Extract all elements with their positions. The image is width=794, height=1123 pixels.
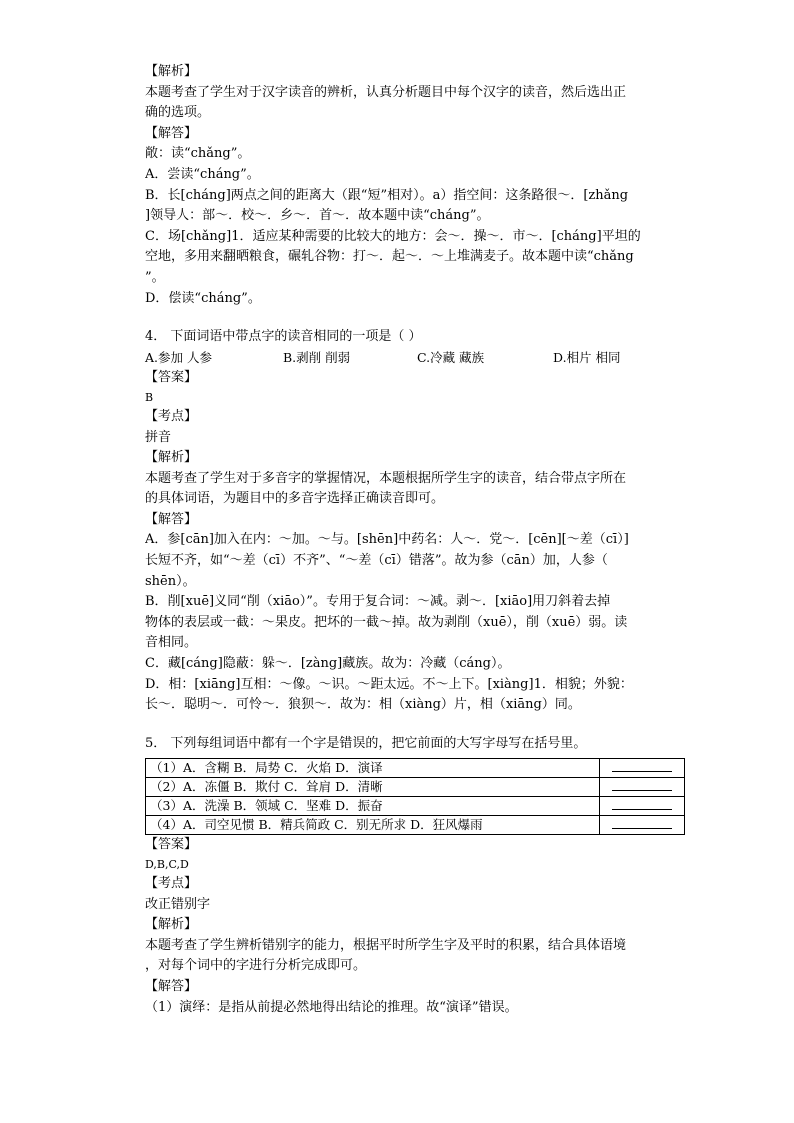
answer-blank[interactable] — [600, 797, 685, 816]
table-row — [146, 759, 685, 778]
answer-blank[interactable] — [600, 816, 685, 835]
analysis-line: ，对每个词中的字进行分析完成即可。 — [145, 958, 367, 974]
analysis-line: 本题考查了学生对于多音字的掌握情况，本题根据所学生字的读音，结合带点字所在 — [145, 470, 627, 486]
solution-line: D．偿读“cháng”。 — [145, 290, 261, 306]
solution-line: D．相：[xiāng]互相：～像。～识。～距太远。不～上下。[xiàng]1．相貌；外貌： — [145, 676, 633, 692]
table-row — [146, 797, 685, 816]
section-heading-analysis: 【解析】 — [145, 450, 198, 466]
solution-line: 物体的表层或一截：～果皮。把坏的一截～掉。故为剥削（xuē），削（xuē）弱。读 — [145, 614, 628, 630]
solution-line: shēn）。 — [145, 573, 196, 589]
solution-line: ]领导人：部～．校～．乡～．首～．故本题中读“cháng”。 — [145, 208, 490, 224]
question-5: 5． 下列每组词语中都有一个字是错误的，把它前面的大写字母写在括号里。 — [145, 735, 587, 751]
topic-value: 改正错别字 — [145, 896, 211, 912]
document-page — [145, 62, 685, 1018]
section-heading-solution: 【解答】 — [145, 978, 198, 994]
question-5-table — [145, 758, 685, 835]
section-heading-topic: 【考点】 — [145, 876, 198, 891]
solution-line: 空地，多用来翻晒粮食，碾轧谷物：打～．起～．～上堆满麦子。故本题中读“chǎng — [145, 249, 634, 265]
analysis-line: 本题考查了学生对于汉字读音的辨析，认真分析题目中每个汉字的读音，然后选出正 — [145, 84, 627, 100]
option-b: B.剥削 削弱 — [283, 349, 351, 365]
question-4: 4． 下面词语中带点字的读音相同的一项是（ ） — [145, 329, 422, 345]
table-row — [146, 816, 685, 835]
option-c: C.冷藏 藏族 — [417, 349, 485, 365]
row-words: （3）A．洗澡 B．领域 C．坚难 D．振奋 — [146, 797, 600, 816]
option-a: A.参加 人参 — [145, 349, 212, 365]
solution-line: （1）演绎：是指从前提必然地得出结论的推理。故“演译”错误。 — [145, 999, 518, 1015]
answer-blank[interactable] — [600, 778, 685, 797]
table-row — [146, 778, 685, 797]
option-d: D.相片 相同 — [553, 349, 621, 365]
analysis-line: 确的选项。 — [145, 105, 211, 121]
section-heading-solution: 【解答】 — [145, 511, 198, 527]
section-heading-answer: 【答案】 — [145, 837, 198, 853]
solution-line: 长～．聪明～．可怜～．狼狈～．故为：相（xiàng）片，相（xiāng）同。 — [145, 697, 581, 713]
row-words: （1）A．含糊 B．局势 C．火焰 D．演译 — [146, 759, 600, 778]
section-heading-analysis: 【解析】 — [145, 64, 198, 79]
topic-value: 拼音 — [145, 429, 172, 445]
row-words: （4）A．司空见惯 B．精兵简政 C．别无所求 D．狂风爆雨 — [146, 816, 600, 835]
solution-line: 长短不齐，如“～差（cī）不齐”、“～差（cī）错落”。故为参（cān）加，人参（ — [145, 553, 608, 569]
solution-line: ”。 — [145, 269, 165, 285]
row-words: （2）A．冻僵 B．欺付 C．耸肩 D．清晰 — [146, 778, 600, 797]
solution-line: A．参[cān]加入在内：～加。～与。[shēn]中药名：人～．党～．[cēn][～差（cī）] — [145, 532, 629, 548]
solution-line: B．削[xuē]义同“削（xiāo）”。专用于复合词：～减。剥～．[xiāo]用刀斜着去掉 — [145, 594, 611, 610]
analysis-line: 的具体词语，为题目中的多音字选择正确读音即可。 — [145, 491, 445, 507]
solution-line: 音相同。 — [145, 635, 198, 651]
section-heading-topic: 【考点】 — [145, 408, 198, 424]
section-heading-analysis: 【解析】 — [145, 917, 198, 933]
solution-line: B．长[cháng]两点之间的距离大（跟“短”相对）。a）指空间：这条路很～．[zhǎng — [145, 187, 629, 203]
answer-value: D,B,C,D — [145, 858, 189, 871]
question-4-options — [145, 348, 685, 369]
solution-line: 敞：读“chǎng”。 — [145, 146, 251, 162]
section-heading-solution: 【解答】 — [145, 125, 198, 141]
solution-line: A．尝读“cháng”。 — [145, 166, 260, 182]
answer-blank[interactable] — [600, 759, 685, 778]
solution-line: C．藏[cáng]隐蔽：躲～．[zàng]藏族。故为：冷藏（cáng）。 — [145, 656, 511, 672]
answer-value: B — [145, 390, 154, 404]
solution-line: C．场[chǎng]1．适应某种需要的比较大的地方：会～．操～．市～．[cháng]平坦的 — [145, 228, 641, 244]
analysis-line: 本题考查了学生辨析错别字的能力，根据平时所学生字及平时的积累，结合具体语境 — [145, 937, 627, 953]
section-heading-answer: 【答案】 — [145, 370, 198, 386]
